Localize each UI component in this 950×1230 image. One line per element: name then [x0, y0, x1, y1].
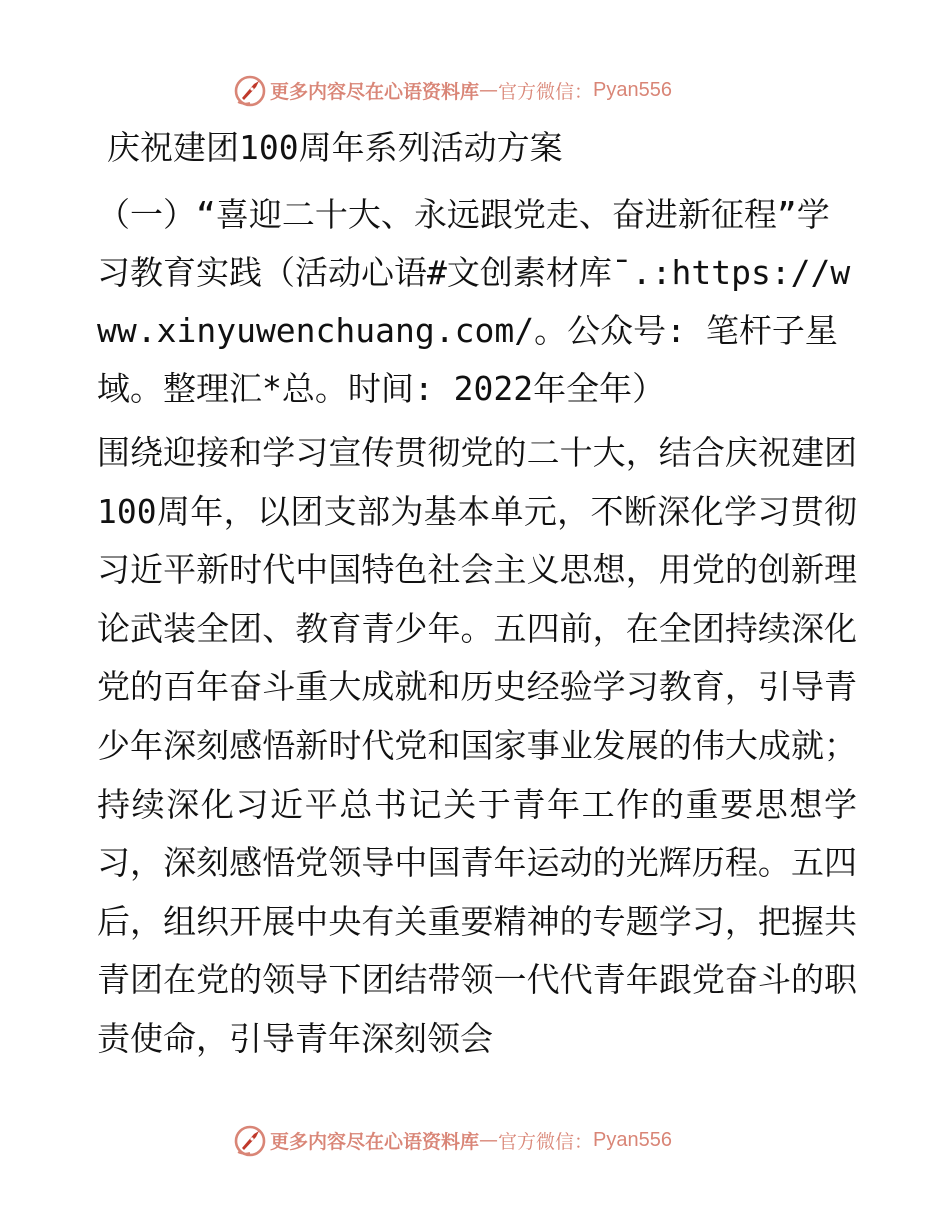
banner-brand-text: 更多内容尽在心语资料库 — [270, 80, 480, 103]
banner-wechat-label: 官方微信： — [498, 80, 594, 103]
banner-wechat-id: Pyan556 — [593, 1128, 672, 1151]
document-body — [97, 120, 857, 1069]
section-heading: （一）“喜迎二十大、永远跟党走、奋进新征程”学习教育实践（活动心语#文创素材库¯.:https://www.xinyuwenchuang.com/。公众号: 笔杆子星域。整理汇*总。时间: 2022年全年） — [97, 195, 851, 408]
banner-wechat-id: Pyan556 — [593, 78, 672, 101]
banner-brand-text: 更多内容尽在心语资料库 — [270, 1130, 480, 1153]
header-banner — [232, 70, 712, 110]
banner-dash: — — [479, 79, 499, 101]
document-title: 庆祝建团100周年系列活动方案 — [107, 128, 563, 167]
banner-wechat-label: 官方微信： — [498, 1130, 594, 1153]
banner-dash: — — [479, 1129, 499, 1151]
pen-nib-logo-icon — [232, 1122, 268, 1158]
pen-nib-logo-icon — [232, 72, 268, 108]
footer-banner — [232, 1120, 712, 1160]
body-paragraph: 围绕迎接和学习宣传贯彻党的二十大，结合庆祝建团100周年，以团支部为基本单元，不断深化学习贯彻习近平新时代中国特色社会主义思想，用党的创新理论武装全团、教育青少年。五四前，在全团持续深化党的百年奋斗重大成就和历史经验学习教育，引导青少年深刻感悟新时代党和国家事业发展的伟大成就；持续深化习近平总书记关于青年工作的重要思想学习，深刻感悟党领导中国青年运动的光辉历程。五四后，组织开展中央有关重要精神的专题学习，把握共青团在党的领导下团结带领一代代青年跟党奋斗的职责使命，引导青年深刻领会 — [97, 433, 857, 1058]
